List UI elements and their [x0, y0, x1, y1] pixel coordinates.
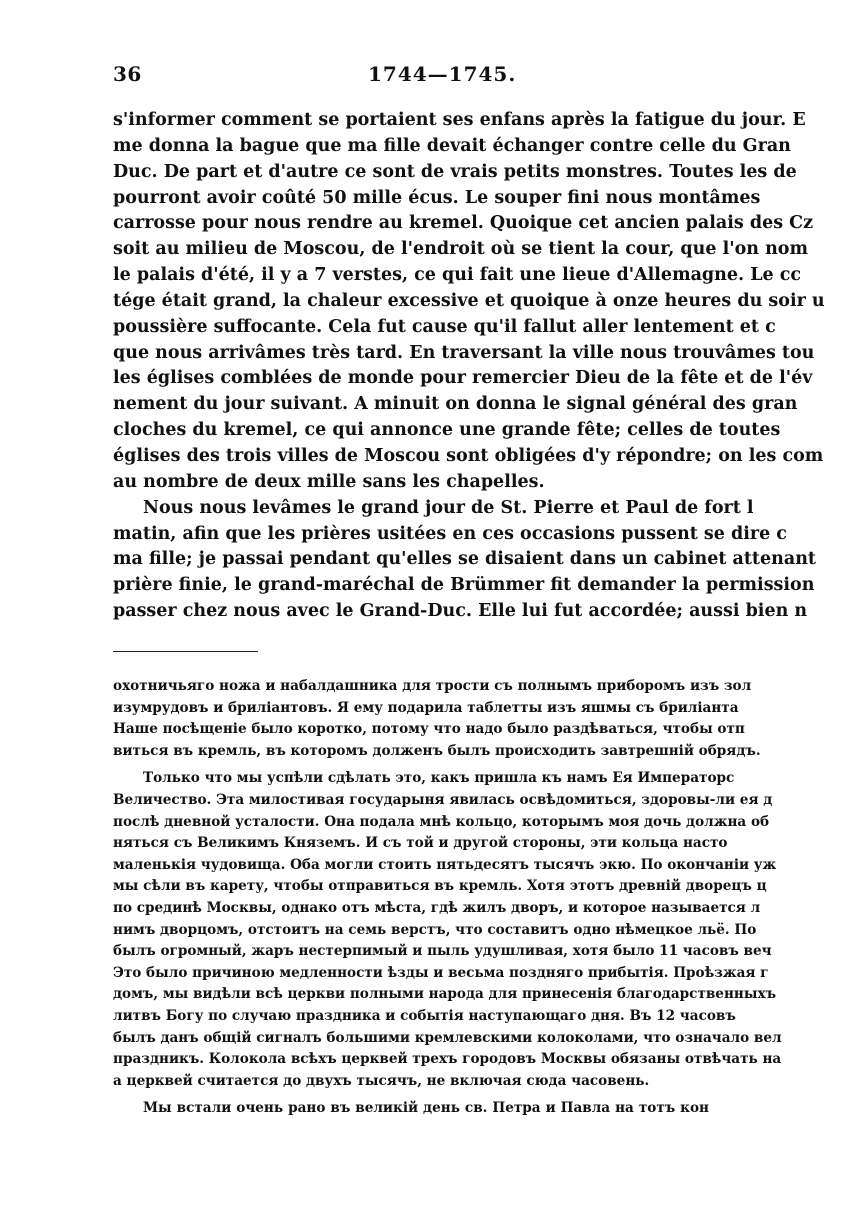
- russian-line: охотничьяго ножа и набалдашника для трости съ полнымъ приборомъ изъ зол: [113, 678, 752, 694]
- french-line: poussière suffocante. Cela fut cause qu'il fallut aller lentement et c: [113, 316, 776, 337]
- french-line: s'informer comment se portaient ses enfans après la fatigue du jour. E: [113, 110, 806, 130]
- russian-line: нимъ дворцомъ, отстоитъ на семь верстъ, что составитъ одно нѣмецкое льё. По: [113, 921, 757, 938]
- russian-line: Величество. Эта милостивая государыня явилась освѣдомиться, здоровы-ли ея д: [113, 791, 773, 808]
- french-text-block: [113, 108, 825, 625]
- russian-line: по срединѣ Москвы, однако отъ мѣста, гдѣ жилъ дворъ, и которое называется л: [113, 899, 761, 916]
- french-line: carrosse pour nous rendre au kremel. Quoique cet ancien palais des Cz: [113, 213, 814, 234]
- french-line: me donna la bague que ma fille devait échanger contre celle du Gran: [113, 135, 791, 156]
- page-header: [113, 62, 723, 92]
- french-line: matin, afin que les prières usitées en ces occasions pussent se dire c: [113, 523, 787, 544]
- french-line: tége était grand, la chaleur excessive et quoique à onze heures du soir u: [113, 290, 825, 311]
- russian-line: Это было причиною медленности ѣзды и весьма поздняго прибытія. Проѣзжая г: [113, 964, 769, 981]
- french-line: nement du jour suivant. A minuit on donna le signal général des gran: [113, 394, 798, 415]
- french-line: soit au milieu de Moscou, de l'endroit où se tient la cour, que l'on nom: [113, 239, 808, 260]
- french-line: cloches du kremel, ce qui annonce une grande fête; celles de toutes: [113, 420, 781, 441]
- russian-line: маленькія чудовища. Оба могли стоить пятьдесятъ тысячъ экю. По окончаніи уж: [113, 856, 777, 873]
- russian-line: былъ данъ общій сигналъ большими кремлевскими колоколами, что означало вел: [113, 1029, 782, 1046]
- running-title: 1744—1745.: [368, 62, 517, 86]
- french-line: au nombre de deux mille sans les chapelles.: [113, 471, 545, 492]
- russian-line: мы сѣли въ карету, чтобы отправиться въ кремль. Хотя этотъ древній дворецъ ц: [113, 878, 767, 895]
- french-line: pourront avoir coûté 50 mille écus. Le souper fini nous montâmes: [113, 187, 761, 208]
- russian-line: домъ, мы видѣли всѣ церкви полными народа для принесенія благодарственныхъ: [113, 986, 777, 1003]
- russian-line: литвъ Богу по случаю праздника и событія наступающаго дня. Въ 12 часовъ: [113, 1007, 736, 1024]
- french-line: les églises comblées de monde pour remercier Dieu de la fête et de l'év: [113, 368, 813, 389]
- french-line: prière finie, le grand-maréchal de Brümmer fit demander la permission: [113, 575, 815, 596]
- russian-line: изумрудовъ и бриліантовъ. Я ему подарила таблетты изъ яшмы съ бриліанта: [113, 699, 739, 716]
- page-number: 36: [113, 62, 142, 86]
- russian-line: былъ огромный, жаръ нестерпимый и пыль удушливая, хотя было 11 часовъ веч: [113, 943, 772, 960]
- french-line: Duc. De part et d'autre ce sont de vrais petits monstres. Toutes les de: [113, 161, 797, 182]
- separator-rule: [113, 651, 258, 652]
- french-line: passer chez nous avec le Grand-Duc. Elle lui fut accordée; aussi bien n: [113, 601, 808, 622]
- french-line: ma fille; je passai pendant qu'elles se disaient dans un cabinet attenant: [113, 549, 817, 570]
- french-line: que nous arrivâmes très tard. En traversant la ville nous trouvâmes tou: [113, 342, 815, 363]
- french-line: le palais d'été, il y a 7 verstes, ce qui fait une lieue d'Allemagne. Le cc: [113, 265, 802, 286]
- russian-line: праздникъ. Колокола всѣхъ церквей трехъ городовъ Москвы обязаны отвѣчать на: [113, 1051, 782, 1068]
- russian-translation-block: [113, 676, 782, 1120]
- russian-line: виться въ кремль, въ которомъ долженъ былъ происходить завтрешній обрядъ.: [113, 742, 761, 759]
- french-line: Nous nous levâmes le grand jour de St. Pierre et Paul de fort l: [143, 497, 754, 518]
- french-line: églises des trois villes de Moscou sont obligées d'y répondre; on les com: [113, 445, 824, 466]
- russian-line: няться съ Великимъ Княземъ. И съ той и другой стороны, эти кольца насто: [113, 835, 728, 852]
- russian-line: Только что мы успѣли сдѣлать это, какъ пришла къ намъ Ея Императорс: [143, 770, 735, 787]
- russian-line: а церквей считается до двухъ тысячъ, не включая сюда часовень.: [113, 1072, 650, 1089]
- russian-line: Мы встали очень рано въ великій день св. Петра и Павла на тотъ кон: [143, 1100, 709, 1117]
- russian-line: Наше посѣщеніе было коротко, потому что надо было раздѣваться, чтобы отп: [113, 721, 745, 738]
- russian-line: послѣ дневной усталости. Она подала мнѣ кольцо, которымъ моя дочь должна об: [113, 813, 770, 830]
